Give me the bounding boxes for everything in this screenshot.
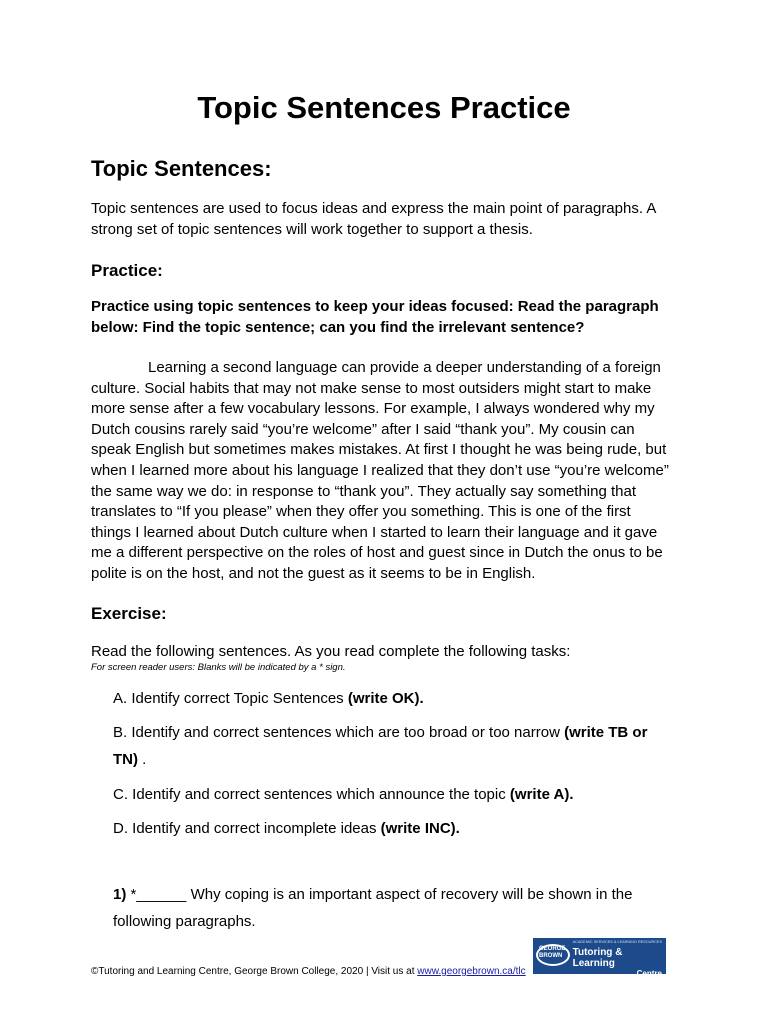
paragraph-line: the same way we do: in response to “thank you”. They actually say something that [91,482,637,500]
section-heading-practice: Practice: [91,261,163,280]
task-b [113,724,647,741]
paragraph-line: culture. Social habits that may not make sense to most outsiders might start to make [91,379,652,397]
task-text: C. Identify and correct sentences which announce the topic [113,786,510,803]
logo-centre-text: Centre [636,969,662,978]
task-a [113,690,424,707]
logo-big-text: Tutoring & Learning [572,947,623,969]
question-1 [113,881,632,935]
paragraph-line: more sense after a few vocabulary lessons. For example, I always wondered why my [91,400,655,418]
task-d [113,820,460,837]
question-number: 1) [113,886,127,903]
instruction-line: Practice using topic sentences to keep your ideas focused: Read the paragraph [91,298,659,315]
question-text: Why coping is an important aspect of recovery will be shown in the [190,886,633,903]
paragraph-line: Learning a second language can provide a deeper understanding of a foreign [148,359,661,376]
task-code: (write INC). [380,820,460,837]
paragraph-line: me a different perspective on the roles of host and guest since in Dutch the onus to be [91,544,663,562]
footer-copyright: ©Tutoring and Learning Centre, George Brown College, 2020 | Visit us at [91,966,418,977]
section-heading-topic-sentences: Topic Sentences: [91,156,272,181]
task-text: . [138,751,147,768]
paragraph-line: when I learned more about his language I realized that they don’t use “you’re welcome” [91,461,669,479]
logo-brand-line: BROWN [539,953,563,959]
paragraph-line: translates to “If you please” when they offer you something. This is one of the first [91,503,631,521]
instruction-line: below: Find the topic sentence; can you find the irrelevant sentence? [91,318,585,336]
task-code: (write A). [509,786,574,803]
footer-link[interactable]: www.georgebrown.ca/tlc [417,966,526,977]
paragraph-line: things I learned about Dutch culture when I started to learn their language and it gave [91,523,658,541]
task-text: D. Identify and correct incomplete ideas [113,820,381,837]
footer [91,966,526,977]
paragraph-line: Dutch cousins rarely said “you’re welcome” after I said “thank you”. My cousin can [91,420,635,438]
task-code: (write TB or [564,724,648,741]
answer-blank: *______ [126,886,191,903]
question-text-continued: following paragraphs. [113,913,256,930]
intro-line: Topic sentences are used to focus ideas and express the main point of paragraphs. A [91,200,657,217]
paragraph-line: speak English but sometimes makes mistakes. At first I thought he was being rude, but [91,441,667,459]
sample-paragraph [91,358,701,585]
task-c [113,786,574,803]
section-heading-exercise: Exercise: [91,604,167,623]
task-code: TN) [113,751,138,768]
practice-instruction [91,297,659,338]
intro-line: strong set of topic sentences will work together to support a thesis. [91,220,533,238]
logo-emblem [533,938,569,974]
intro-paragraph [91,199,656,240]
screen-reader-note: For screen reader users: Blanks will be indicated by a * sign. [91,662,346,673]
logo-brand-line: GEORGE [539,946,566,952]
task-text: A. Identify correct Topic Sentences [113,690,348,707]
logo-small-text: ACADEMIC SERVICES & LEARNING RESOURCES [572,940,662,944]
logo-text [569,938,666,978]
page-title: Topic Sentences Practice [197,90,571,125]
tutoring-centre-logo [533,938,666,978]
task-code: (write OK). [347,690,424,707]
exercise-intro: Read the following sentences. As you read complete the following tasks: [91,643,571,660]
paragraph-line: polite is on the host, and not the guest as it seems to be in English. [91,564,536,582]
task-b-continued [113,751,146,768]
task-text: B. Identify and correct sentences which are too broad or too narrow [113,724,565,741]
